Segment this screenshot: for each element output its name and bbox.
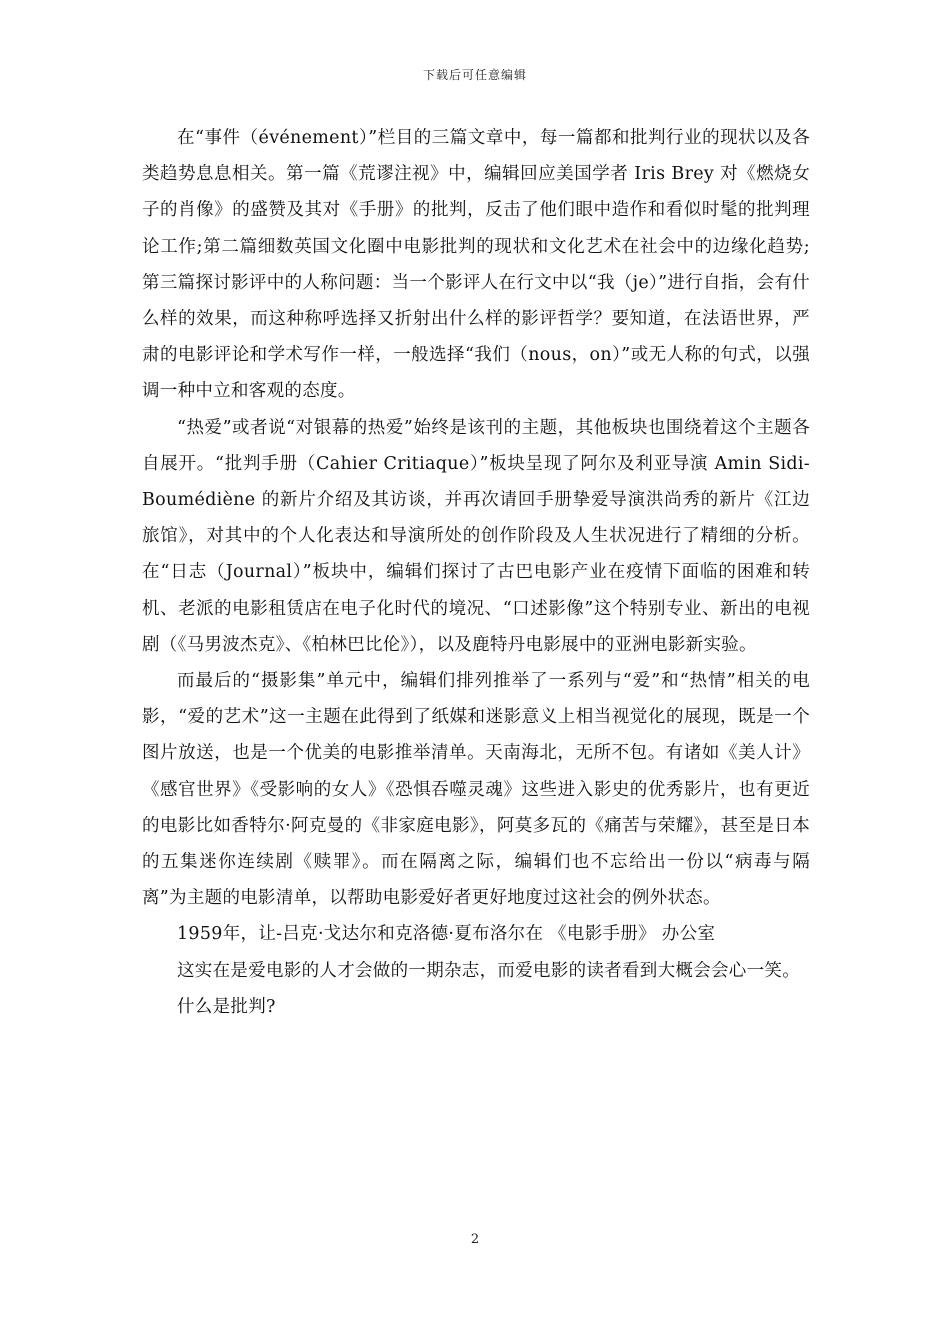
photo-caption: 1959年，让-吕克·戈达尔和克洛德·夏布洛尔在 《电影手册》 办公室 [177,924,716,945]
page-header: 下载后可任意编辑 [422,68,527,82]
paragraph-passion: “热爱”或者说“对银幕的热爱”始终是该刊的主题，其他板块也围绕着这个主题各自展开。“批判手册（Cahier Critiaque）”板块呈现了阿尔及利亚导演 Amin Sidi-Boumédiène 的新片介绍及其访谈，并再次请回手册挚爱导演洪尚秀的新片《江边旅馆》，对其中的个人化表达和导演所处的创作阶段及人生状况进行了精细的分析。在“日志（Journal）”板块中，编辑们探讨了古巴电影产业在疫情下面临的困难和转机、老派的电影租赁店在电子化时代的境况、“口述影像”这个特别专业、新出的电视剧（《马男波杰克》、《柏林巴比伦》），以及鹿特丹电影展中的亚洲电影新实验。 [142,417,810,655]
paragraph-summary: 这实在是爱电影的人才会做的一期杂志，而爱电影的读者看到大概会会心一笑。 [177,960,800,981]
document-body [142,120,810,1025]
paragraph-events: 在“事件（événement）”栏目的三篇文章中，每一篇都和批判行业的现状以及各类趋势息息相关。第一篇《荒谬注视》中，编辑回应美国学者 Iris Brey 对《燃烧女子的肖像》的盛赞及其对《手册》的批判，反击了他们眼中造作和看似时髦的批判理论工作;第二篇细数英国文化圈中电影批判的现状和文化艺术在社会中的边缘化趋势;第三篇探讨影评中的人称问题：当一个影评人在行文中以“我（je）”进行自指，会有什么样的效果，而这种称呼选择又折射出什么样的影评哲学？要知道，在法语世界，严肃的电影评论和学术写作一样，一般选择“我们（nous，on）”或无人称的句式，以强调一种中立和客观的态度。 [142,128,810,402]
page-number: 2 [470,1232,480,1247]
section-question: 什么是批判? [177,996,276,1017]
paragraph-photo-album: 而最后的“摄影集”单元中，编辑们排列推举了一系列与“爱”和“热情”相关的电影，“爱的艺术”这一主题在此得到了纸媒和迷影意义上相当视觉化的展现，既是一个图片放送，也是一个优美的电影推举清单。天南海北，无所不包。有诸如《美人计》《感官世界》《受影响的女人》《恐惧吞噬灵魂》这些进入影史的优秀影片，也有更近的电影比如香特尔·阿克曼的《非家庭电影》，阿莫多瓦的《痛苦与荣耀》，甚至是日本的五集迷你连续剧《赎罪》。而在隔离之际，编辑们也不忘给出一份以“病毒与隔离”为主题的电影清单，以帮助电影爱好者更好地度过这社会的例外状态。 [142,671,810,909]
